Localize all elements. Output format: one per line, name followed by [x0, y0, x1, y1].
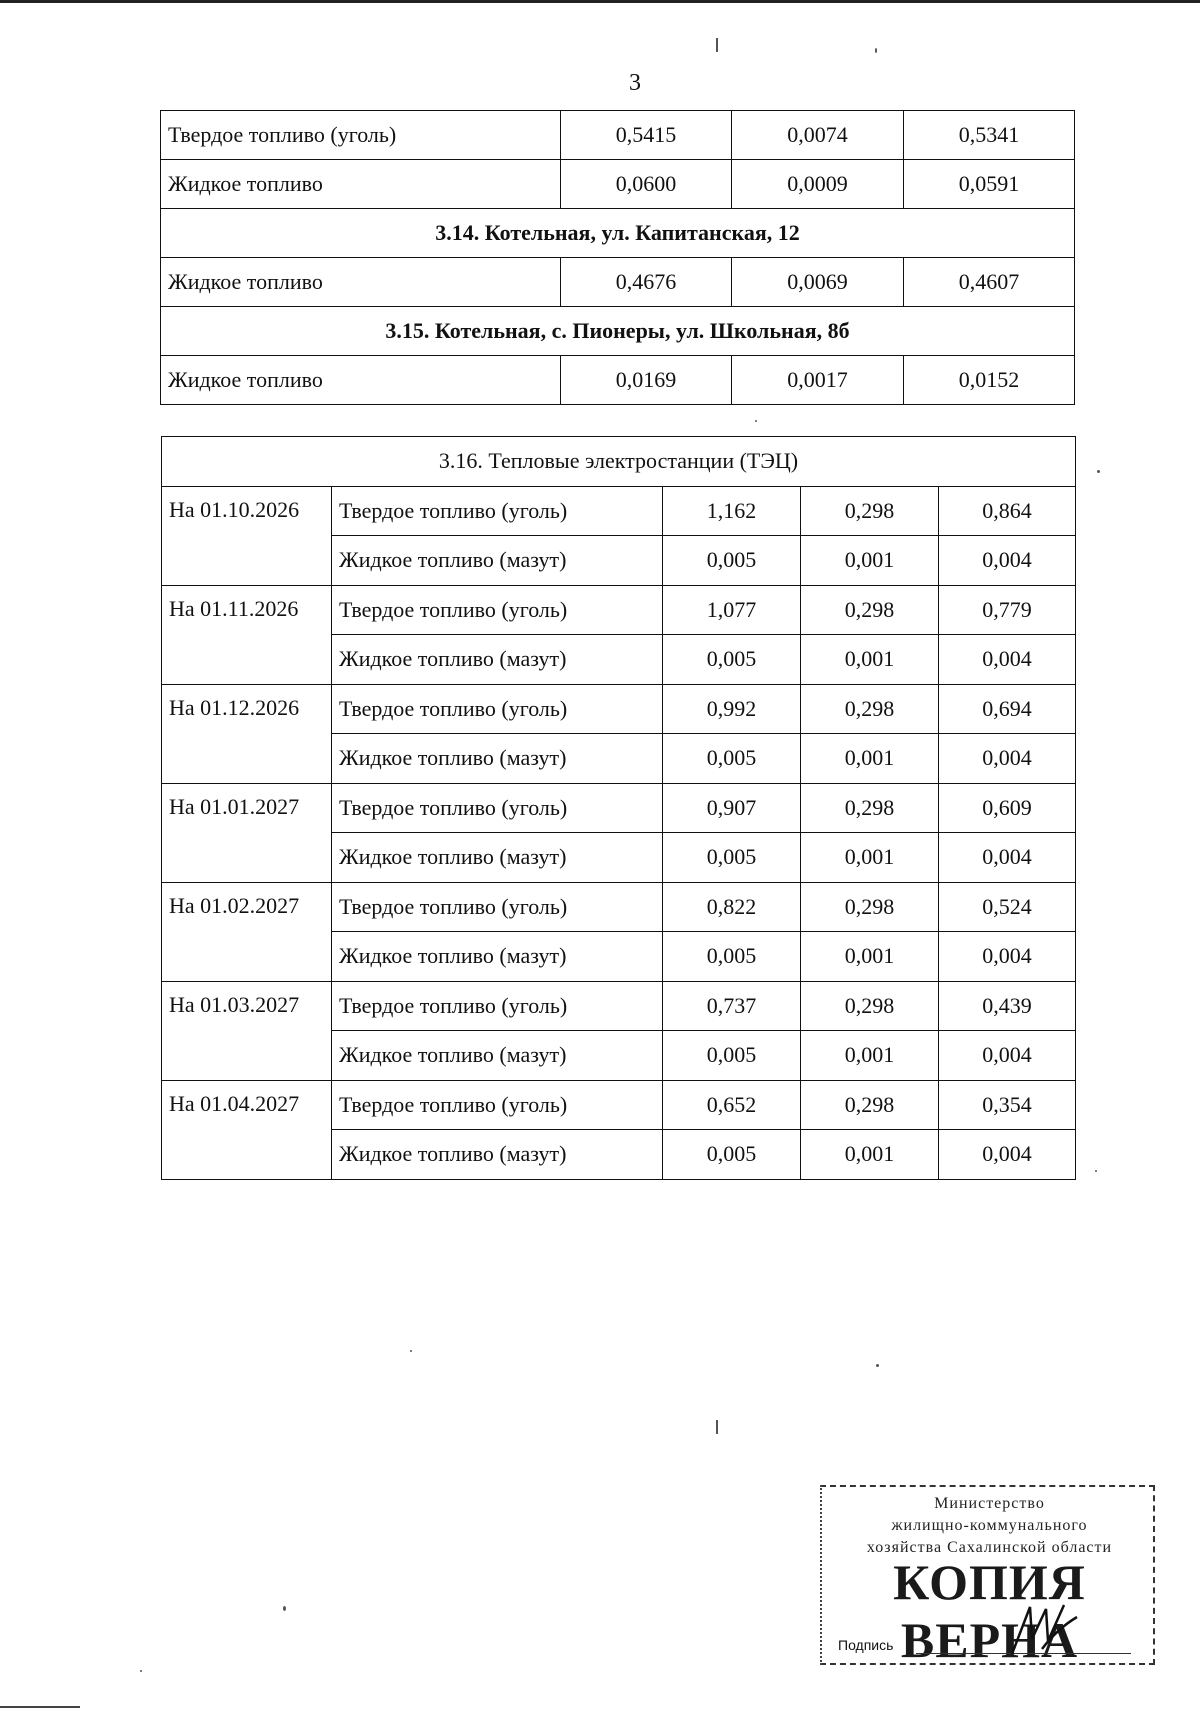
value-cell: 0,0169	[561, 356, 732, 405]
fuel-label: Жидкое топливо (мазут)	[332, 833, 663, 883]
stamp-ministry-line: хозяйства Сахалинской области	[866, 1539, 1113, 1556]
scan-speck	[876, 1364, 879, 1367]
page-number: 3	[629, 70, 641, 96]
value-cell: 0,005	[663, 635, 801, 685]
value-cell: 0,5415	[561, 111, 732, 160]
scan-speck	[1097, 470, 1100, 473]
value-cell: 0,0069	[732, 258, 904, 307]
top-scan-edge	[0, 0, 1200, 3]
table-row	[162, 684, 1076, 734]
value-cell: 0,0152	[904, 356, 1075, 405]
value-cell: 0,822	[663, 882, 801, 932]
table-row	[162, 585, 1076, 635]
fuel-label: Жидкое топливо	[161, 258, 561, 307]
table-row	[161, 160, 1075, 209]
value-cell: 0,004	[939, 734, 1076, 784]
value-cell: 0,005	[663, 833, 801, 883]
stamp-ministry-line: Министерство	[934, 1495, 1045, 1512]
value-cell: 0,005	[663, 1031, 801, 1081]
scan-speck	[410, 1350, 412, 1352]
value-cell: 0,004	[939, 932, 1076, 982]
fuel-label: Жидкое топливо (мазут)	[332, 1031, 663, 1081]
value-cell: 0,524	[939, 882, 1076, 932]
fuel-label: Твердое топливо (уголь)	[332, 882, 663, 932]
fuel-label: Твердое топливо (уголь)	[332, 684, 663, 734]
table-row	[162, 1080, 1076, 1130]
fuel-label: Твердое топливо (уголь)	[332, 585, 663, 635]
scan-speck	[716, 1420, 718, 1434]
value-cell: 0,737	[663, 981, 801, 1031]
section-title: 3.14. Котельная, ул. Капитанская, 12	[161, 209, 1075, 258]
table-row	[162, 882, 1076, 932]
fuel-label: Жидкое топливо (мазут)	[332, 932, 663, 982]
value-cell: 0,001	[801, 833, 939, 883]
period-date: На 01.11.2026	[162, 585, 332, 684]
value-cell: 0,609	[939, 783, 1076, 833]
fuel-label: Жидкое топливо (мазут)	[332, 536, 663, 586]
value-cell: 0,0009	[732, 160, 904, 209]
value-cell: 0,5341	[904, 111, 1075, 160]
value-cell: 0,907	[663, 783, 801, 833]
table-row	[161, 111, 1075, 160]
value-cell: 0,298	[801, 585, 939, 635]
value-cell: 0,004	[939, 1130, 1076, 1180]
fuel-label: Жидкое топливо (мазут)	[332, 1130, 663, 1180]
fuel-label: Жидкое топливо	[161, 160, 561, 209]
value-cell: 0,001	[801, 1031, 939, 1081]
fuel-label: Твердое топливо (уголь)	[161, 111, 561, 160]
value-cell: 0,001	[801, 1130, 939, 1180]
value-cell: 0,004	[939, 536, 1076, 586]
value-cell: 0,864	[939, 486, 1076, 536]
table-row	[162, 783, 1076, 833]
value-cell: 0,992	[663, 684, 801, 734]
period-date: На 01.02.2027	[162, 882, 332, 981]
value-cell: 0,001	[801, 734, 939, 784]
value-cell: 0,0074	[732, 111, 904, 160]
value-cell: 0,0591	[904, 160, 1075, 209]
value-cell: 0,005	[663, 536, 801, 586]
value-cell: 0,001	[801, 635, 939, 685]
handwritten-signature	[1002, 1599, 1082, 1659]
fuel-label: Жидкое топливо (мазут)	[332, 635, 663, 685]
table-row	[161, 258, 1075, 307]
value-cell: 0,4607	[904, 258, 1075, 307]
value-cell: 0,001	[801, 536, 939, 586]
value-cell: 0,004	[939, 833, 1076, 883]
value-cell: 0,0600	[561, 160, 732, 209]
value-cell: 0,001	[801, 932, 939, 982]
value-cell: 0,298	[801, 783, 939, 833]
value-cell: 0,298	[801, 981, 939, 1031]
value-cell: 0,354	[939, 1080, 1076, 1130]
scan-speck	[755, 420, 757, 422]
value-cell: 0,298	[801, 486, 939, 536]
value-cell: 1,162	[663, 486, 801, 536]
scan-speck	[1095, 1170, 1097, 1172]
boiler-fuel-table-body	[161, 111, 1075, 405]
value-cell: 0,005	[663, 734, 801, 784]
value-cell: 0,652	[663, 1080, 801, 1130]
section-header-row	[161, 307, 1075, 356]
scan-speck	[140, 1670, 142, 1672]
table-row	[162, 486, 1076, 536]
value-cell: 0,005	[663, 1130, 801, 1180]
section-title: 3.15. Котельная, с. Пионеры, ул. Школьная, 8б	[161, 307, 1075, 356]
fuel-label: Твердое топливо (уголь)	[332, 783, 663, 833]
boiler-fuel-table	[160, 110, 1075, 405]
scan-speck	[283, 1606, 286, 1611]
section-header-row	[161, 209, 1075, 258]
value-cell: 0,005	[663, 932, 801, 982]
value-cell: 0,779	[939, 585, 1076, 635]
bottom-scan-edge	[0, 1706, 80, 1708]
value-cell: 0,004	[939, 635, 1076, 685]
value-cell: 0,0017	[732, 356, 904, 405]
period-date: На 01.01.2027	[162, 783, 332, 882]
value-cell: 0,298	[801, 882, 939, 932]
stamp-ministry-line: жилищно-коммунального	[891, 1517, 1088, 1534]
scan-speck	[875, 48, 877, 53]
table-row	[162, 981, 1076, 1031]
value-cell: 0,298	[801, 684, 939, 734]
period-date: На 01.10.2026	[162, 486, 332, 585]
value-cell: 0,694	[939, 684, 1076, 734]
section-header-row	[162, 437, 1076, 487]
copy-certified-stamp	[820, 1485, 1155, 1668]
value-cell: 1,077	[663, 585, 801, 635]
value-cell: 0,298	[801, 1080, 939, 1130]
fuel-label: Жидкое топливо	[161, 356, 561, 405]
signature-label: Подпись	[838, 1637, 894, 1653]
fuel-label: Твердое топливо (уголь)	[332, 486, 663, 536]
period-date: На 01.03.2027	[162, 981, 332, 1080]
value-cell: 0,004	[939, 1031, 1076, 1081]
chp-fuel-table	[161, 436, 1076, 1180]
fuel-label: Твердое топливо (уголь)	[332, 1080, 663, 1130]
stamp-copy-verified-text: КОПИЯ ВЕРНА	[893, 1554, 1086, 1668]
period-date: На 01.12.2026	[162, 684, 332, 783]
scan-speck	[716, 38, 718, 52]
period-date: На 01.04.2027	[162, 1080, 332, 1179]
value-cell: 0,4676	[561, 258, 732, 307]
section-title: 3.16. Тепловые электростанции (ТЭЦ)	[162, 437, 1076, 487]
fuel-label: Твердое топливо (уголь)	[332, 981, 663, 1031]
table-row	[161, 356, 1075, 405]
chp-fuel-table-body	[162, 437, 1076, 1180]
value-cell: 0,439	[939, 981, 1076, 1031]
fuel-label: Жидкое топливо (мазут)	[332, 734, 663, 784]
